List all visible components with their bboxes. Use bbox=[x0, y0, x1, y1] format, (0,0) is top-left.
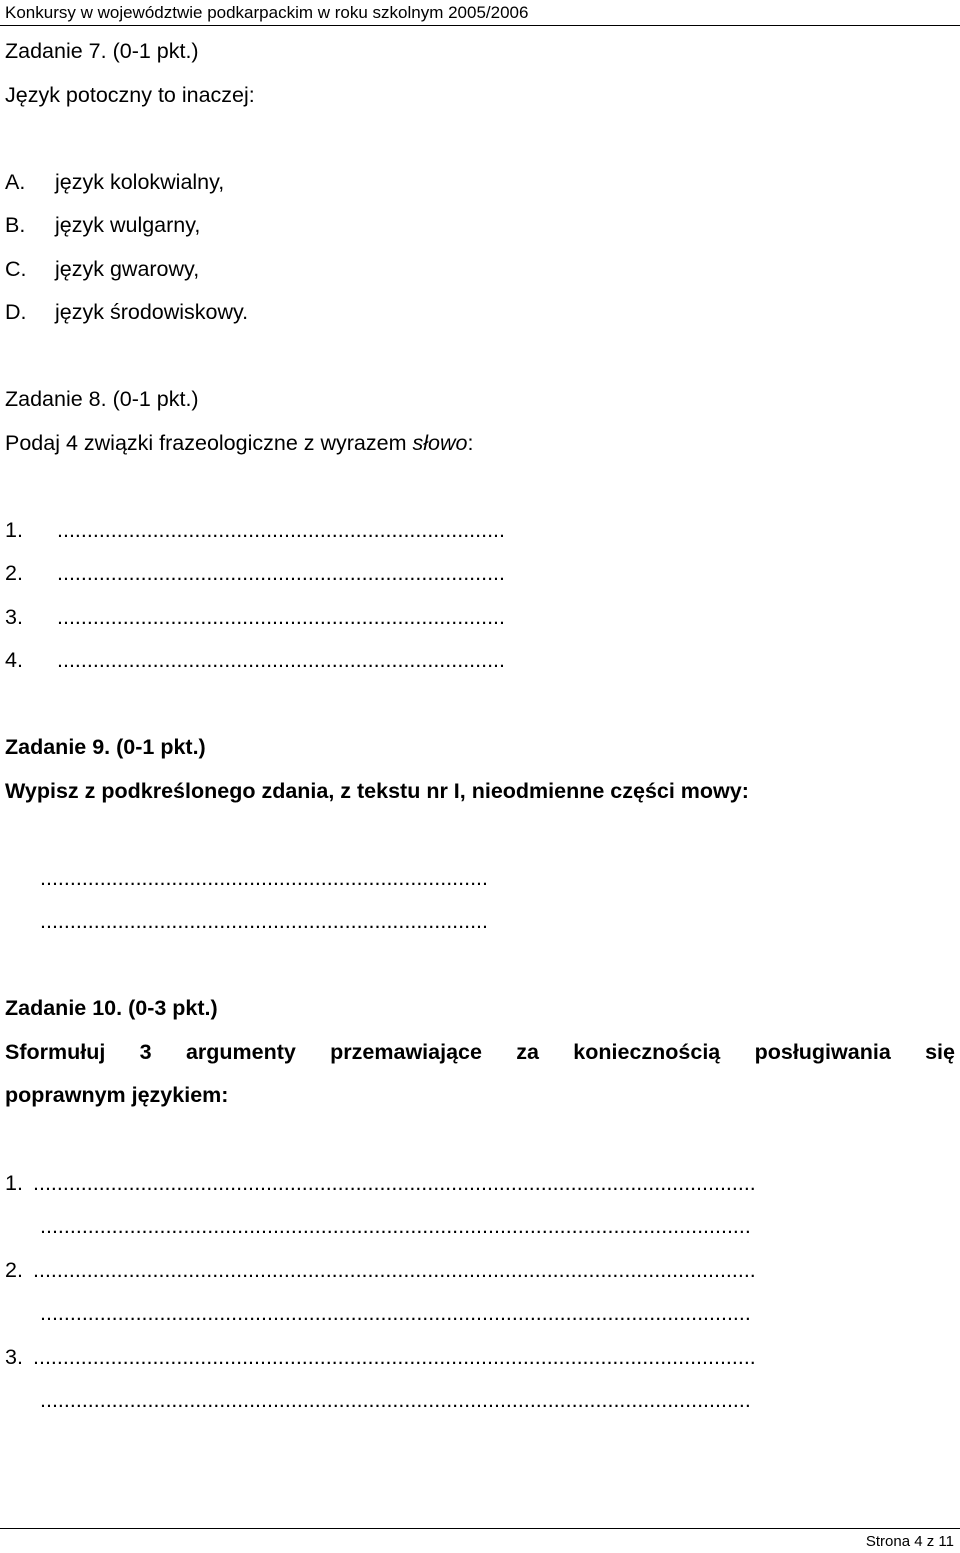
task10-word: posługiwania bbox=[754, 1040, 891, 1064]
task10-word: za bbox=[516, 1040, 539, 1064]
task10-question-line-1 bbox=[5, 1039, 955, 1065]
task8-line-4-blank: ........................................................................... bbox=[57, 648, 506, 672]
page-number: Strona 4 z 11 bbox=[865, 1533, 954, 1550]
task7-option-a-text: język kolokwialny, bbox=[55, 170, 225, 194]
task10-word: argumenty bbox=[185, 1040, 296, 1064]
task10-item-2-number: 2. bbox=[5, 1258, 23, 1282]
task10-word: Sformułuj bbox=[5, 1040, 106, 1064]
header-divider bbox=[0, 25, 960, 26]
task8-question bbox=[5, 430, 473, 456]
task7-option-a-letter: A. bbox=[5, 170, 26, 194]
task7-option-d-text: język środowiskowy. bbox=[55, 300, 249, 324]
task8-question-suffix: : bbox=[467, 431, 474, 455]
footer-divider bbox=[0, 1528, 960, 1529]
task8-line-4-number: 4. bbox=[5, 648, 23, 672]
task9-blank-2: ........................................................................... bbox=[40, 909, 489, 933]
task10-item-2-blank-1: ......................................................................................................................... bbox=[33, 1258, 756, 1282]
task8-line-2-number: 2. bbox=[5, 561, 23, 585]
task7-option-d-letter: D. bbox=[5, 300, 27, 324]
task10-item-1-number: 1. bbox=[5, 1171, 23, 1195]
task7-option-b-text: język wulgarny, bbox=[55, 213, 201, 237]
task8-line-1-blank: ........................................................................... bbox=[57, 518, 506, 542]
task7-question: Język potoczny to inaczej: bbox=[5, 83, 255, 107]
task10-word: koniecznością bbox=[573, 1040, 721, 1064]
task9-blank-1: ........................................................................... bbox=[40, 866, 489, 890]
task9-question: Wypisz z podkreślonego zdania, z tekstu nr I, nieodmienne części mowy: bbox=[5, 779, 749, 803]
task9-title: Zadanie 9. (0-1 pkt.) bbox=[5, 735, 206, 759]
task8-question-emphasis: słowo bbox=[412, 431, 468, 455]
task10-item-1-blank-1: ......................................................................................................................... bbox=[33, 1171, 756, 1195]
task7-title: Zadanie 7. (0-1 pkt.) bbox=[5, 39, 199, 63]
task8-line-3-blank: ........................................................................... bbox=[57, 605, 506, 629]
task7-option-b-letter: B. bbox=[5, 213, 26, 237]
task10-item-3-blank-1: ......................................................................................................................... bbox=[33, 1345, 756, 1369]
task8-title: Zadanie 8. (0-1 pkt.) bbox=[5, 387, 199, 411]
task10-title: Zadanie 10. (0-3 pkt.) bbox=[5, 996, 218, 1020]
task10-word: się bbox=[925, 1040, 955, 1064]
task7-option-c-letter: C. bbox=[5, 257, 27, 281]
task7-option-c-text: język gwarowy, bbox=[55, 257, 200, 281]
page-header: Konkursy w województwie podkarpackim w roku szkolnym 2005/2006 bbox=[5, 3, 529, 22]
task10-item-2-blank-2: ....................................................................................................................... bbox=[40, 1301, 751, 1325]
task10-item-1-blank-2: ....................................................................................................................... bbox=[40, 1214, 751, 1238]
task10-word: 3 bbox=[139, 1040, 152, 1064]
task8-line-2-blank: ........................................................................... bbox=[57, 561, 506, 585]
task8-line-1-number: 1. bbox=[5, 518, 23, 542]
task8-line-3-number: 3. bbox=[5, 605, 23, 629]
task8-question-prefix: Podaj 4 związki frazeologiczne z wyrazem bbox=[5, 431, 413, 455]
task10-item-3-number: 3. bbox=[5, 1345, 23, 1369]
task10-word: przemawiające bbox=[330, 1040, 482, 1064]
task10-item-3-blank-2: ....................................................................................................................... bbox=[40, 1388, 751, 1412]
task10-question-line-2: poprawnym językiem: bbox=[5, 1083, 229, 1107]
